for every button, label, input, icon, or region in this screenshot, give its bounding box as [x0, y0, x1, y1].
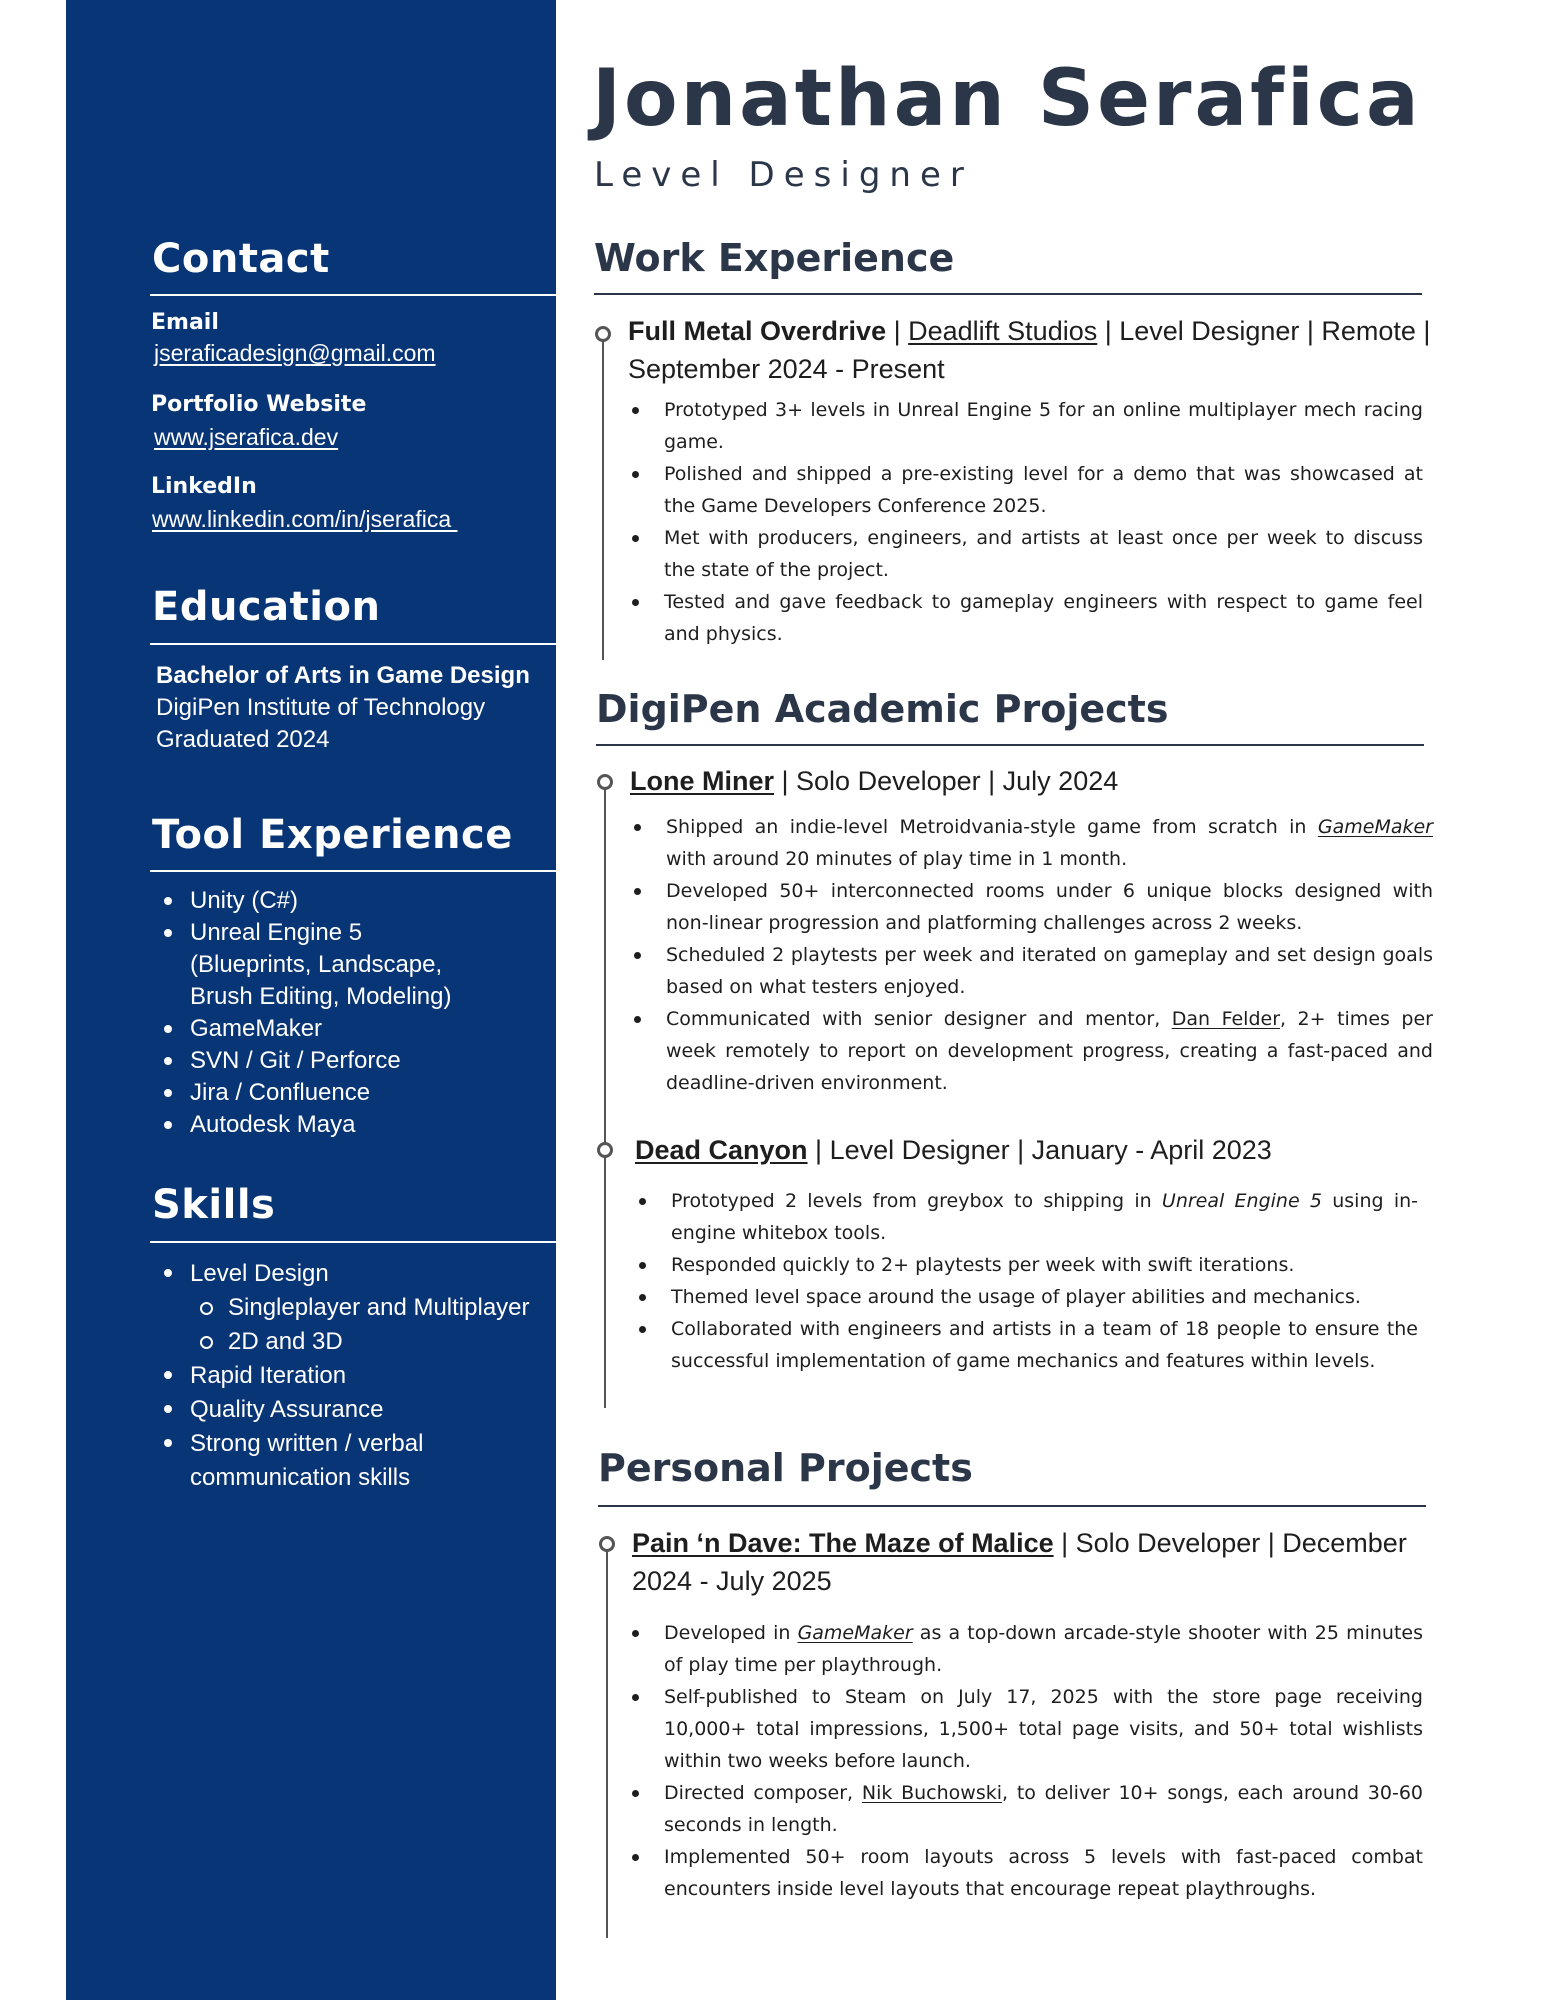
gamemaker-link[interactable]: GameMaker: [797, 1622, 913, 1644]
dead-canyon-title: [635, 1131, 1435, 1169]
contact-heading: Contact: [152, 236, 330, 282]
bullet-item: Met with producers, engineers, and artists at least once per week to discuss the state of the project.: [628, 522, 1423, 586]
bullet-item: Developed 50+ interconnected rooms under 6 unique blocks designed with non-linear progression and platforming challenges across 2 weeks.: [630, 875, 1433, 939]
composer-link[interactable]: Nik Buchowski: [861, 1782, 1003, 1804]
personal-bullets: [628, 1617, 1423, 1905]
dead-canyon-link[interactable]: Dead Canyon: [635, 1135, 808, 1165]
bullet-item: Implemented 50+ room layouts across 5 levels with fast-paced combat encounters inside level layouts that encourage repeat playthroughs.: [628, 1841, 1423, 1905]
academic-heading: DigiPen Academic Projects: [596, 687, 1169, 731]
education-graduated: Graduated 2024: [156, 726, 330, 753]
lone-miner-link[interactable]: Lone Miner: [630, 766, 775, 796]
bullet-item: Shipped an indie-level Metroidvania-style game from scratch in GameMaker with around 20 minutes of play time in 1 month.: [630, 811, 1433, 875]
education-divider: [150, 643, 556, 645]
bullet-item: Developed in GameMaker as a top-down arcade-style shooter with 25 minutes of play time per playthrough.: [628, 1617, 1423, 1681]
linkedin-link[interactable]: www.linkedin.com/in/jserafica: [152, 506, 458, 532]
bullet-item: Communicated with senior designer and mentor, Dan Felder, 2+ times per week remotely to report on development progress, creating a fast-paced and deadline-driven environment.: [630, 1003, 1433, 1099]
pain-n-dave-link[interactable]: Pain ‘n Dave: The Maze of Malice: [632, 1528, 1054, 1558]
academic-timeline-line: [604, 788, 606, 1408]
timeline-dot-icon: [595, 326, 611, 342]
skills-list: [156, 1257, 536, 1495]
skill-item: Quality Assurance: [156, 1393, 536, 1427]
skill-subitem: 2D and 3D: [156, 1325, 536, 1359]
education-degree: Bachelor of Arts in Game Design: [156, 662, 530, 689]
skill-item: Rapid Iteration: [156, 1359, 536, 1393]
education-block: [156, 660, 530, 756]
lone-miner-bullets: [630, 811, 1433, 1099]
personal-entry-title: [632, 1524, 1437, 1600]
entry-details: | Solo Developer | December 2024 - July 2025: [632, 1528, 1407, 1596]
work-entry-title: [628, 312, 1433, 388]
portfolio-link[interactable]: www.jserafica.dev: [154, 424, 339, 450]
personal-timeline-line: [606, 1550, 608, 1938]
bullet-item: Scheduled 2 playtests per week and iterated on gameplay and set design goals based on what testers enjoyed.: [630, 939, 1433, 1003]
tool-item: Unity (C#): [156, 885, 486, 917]
bullet-item: Prototyped 3+ levels in Unreal Engine 5 for an online multiplayer mech racing game.: [628, 394, 1423, 458]
tool-item: GameMaker: [156, 1013, 486, 1045]
email-label: Email: [151, 310, 219, 335]
skills-divider: [150, 1241, 556, 1243]
sidebar: [66, 0, 556, 2000]
bullet-item: Self-published to Steam on July 17, 2025 with the store page receiving 10,000+ total impressions, 1,500+ total page visits, and 50+ total wishlists within two weeks before launch.: [628, 1681, 1423, 1777]
tool-item: Jira / Confluence: [156, 1077, 486, 1109]
skill-item: Strong written / verbal communication skills: [156, 1427, 536, 1495]
separator: |: [886, 316, 909, 346]
education-school: DigiPen Institute of Technology: [156, 694, 486, 721]
work-timeline-line: [602, 334, 604, 660]
entry-details: | Level Designer | January - April 2023: [807, 1135, 1272, 1165]
contact-divider: [150, 294, 556, 296]
tool-item: Autodesk Maya: [156, 1109, 486, 1141]
work-divider: [594, 293, 1422, 295]
candidate-name: Jonathan Serafica: [592, 54, 1422, 144]
dead-canyon-bullets: [635, 1185, 1418, 1377]
skill-item: Level Design: [156, 1257, 536, 1291]
bullet-item: Themed level space around the usage of player abilities and mechanics.: [635, 1281, 1418, 1313]
timeline-dot-icon: [599, 1536, 615, 1552]
skill-subitem: Singleplayer and Multiplayer: [156, 1291, 536, 1325]
bullet-item: Directed composer, Nik Buchowski, to deliver 10+ songs, each around 30-60 seconds in length.: [628, 1777, 1423, 1841]
timeline-dot-icon: [597, 774, 613, 790]
project-name: Full Metal Overdrive: [628, 316, 887, 346]
candidate-title: Level Designer: [594, 155, 973, 195]
mentor-link[interactable]: Dan Felder: [1171, 1008, 1280, 1030]
studio-link[interactable]: Deadlift Studios: [908, 316, 1098, 346]
bullet-item: Tested and gave feedback to gameplay engineers with respect to game feel and physics.: [628, 586, 1423, 650]
work-heading: Work Experience: [594, 236, 955, 280]
bullet-item: Polished and shipped a pre-existing level for a demo that was showcased at the Game Developers Conference 2025.: [628, 458, 1423, 522]
tools-list: [156, 885, 486, 1141]
email-link[interactable]: jseraficadesign@gmail.com: [154, 340, 436, 366]
entry-details: | Level Designer | Remote | September 2024 - Present: [628, 316, 1431, 384]
academic-divider: [596, 744, 1424, 746]
bullet-item: Responded quickly to 2+ playtests per week with swift iterations.: [635, 1249, 1418, 1281]
bullet-item: Collaborated with engineers and artists in a team of 18 people to ensure the successful implementation of game mechanics and features within levels.: [635, 1313, 1418, 1377]
timeline-dot-icon: [597, 1142, 613, 1158]
tool-item: SVN / Git / Perforce: [156, 1045, 486, 1077]
education-heading: Education: [152, 584, 381, 630]
gamemaker-link[interactable]: GameMaker: [1317, 816, 1433, 838]
personal-heading: Personal Projects: [598, 1446, 973, 1490]
lone-miner-title: [630, 762, 1440, 800]
tool-item: Unreal Engine 5 (Blueprints, Landscape, Brush Editing, Modeling): [156, 917, 486, 1013]
linkedin-label: LinkedIn: [151, 474, 257, 499]
tools-divider: [150, 870, 556, 872]
bullet-item: Prototyped 2 levels from greybox to shipping in Unreal Engine 5 using in-engine whitebox tools.: [635, 1185, 1418, 1249]
tools-heading: Tool Experience: [152, 812, 513, 858]
personal-divider: [598, 1505, 1426, 1507]
entry-details: | Solo Developer | July 2024: [774, 766, 1119, 796]
skills-heading: Skills: [152, 1182, 276, 1228]
portfolio-label: Portfolio Website: [151, 392, 367, 417]
work-bullets: [628, 394, 1423, 650]
